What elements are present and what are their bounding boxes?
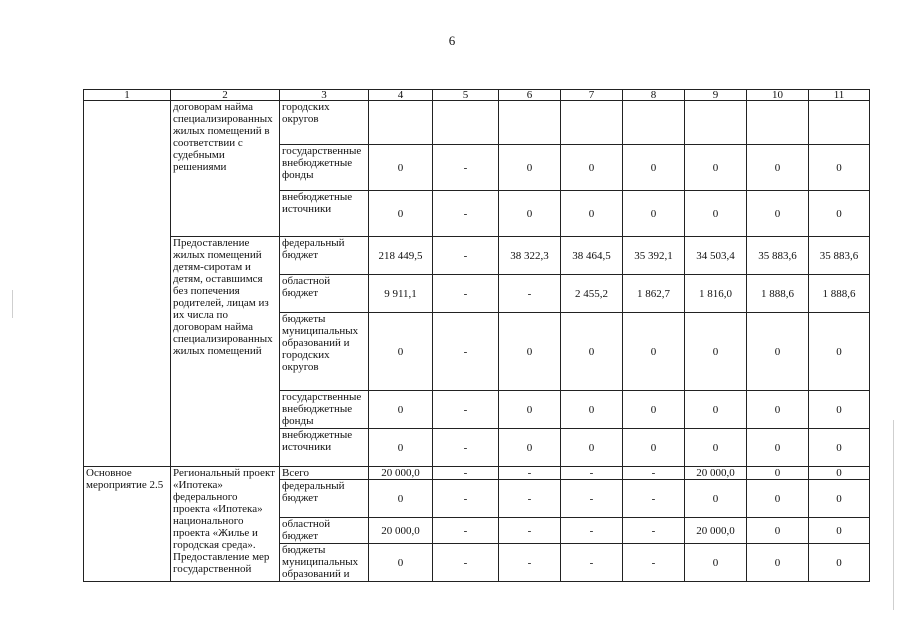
- value-cell: 0: [747, 145, 809, 191]
- funding-source-cell: федеральный бюджет: [280, 480, 369, 518]
- value-cell: 1 862,7: [623, 275, 685, 313]
- value-cell: [685, 101, 747, 145]
- column-header-7: 7: [561, 90, 623, 101]
- margin-mark: [893, 420, 894, 610]
- value-cell: -: [433, 237, 499, 275]
- value-cell: 35 883,6: [809, 237, 870, 275]
- funding-source-cell: бюджеты муниципальных образований и городских округов: [280, 313, 369, 391]
- value-cell: 0: [685, 191, 747, 237]
- value-cell: 35 392,1: [623, 237, 685, 275]
- value-cell: 0: [369, 480, 433, 518]
- value-cell: 0: [499, 391, 561, 429]
- value-cell: 0: [685, 429, 747, 467]
- value-cell: 0: [747, 313, 809, 391]
- column-header-1: 1: [84, 90, 171, 101]
- value-cell: 0: [809, 145, 870, 191]
- funding-source-cell: внебюджетные источники: [280, 429, 369, 467]
- value-cell: 0: [809, 313, 870, 391]
- column-header-9: 9: [685, 90, 747, 101]
- value-cell: -: [561, 518, 623, 544]
- value-cell: 0: [499, 313, 561, 391]
- value-cell: 0: [747, 480, 809, 518]
- value-cell: 2 455,2: [561, 275, 623, 313]
- column-header-6: 6: [499, 90, 561, 101]
- value-cell: -: [561, 467, 623, 480]
- value-cell: 20 000,0: [369, 467, 433, 480]
- value-cell: 0: [369, 429, 433, 467]
- value-cell: -: [433, 467, 499, 480]
- value-cell: 0: [809, 480, 870, 518]
- value-cell: -: [561, 544, 623, 582]
- table-row: [84, 237, 870, 275]
- value-cell: 0: [685, 544, 747, 582]
- value-cell: -: [623, 467, 685, 480]
- measure-cell: Предоставление жилых помещений детям-сиротам и детям, оставшимся без попечения родителей, лицам из их числа по договорам найма специализированных жилых помещений: [171, 237, 280, 467]
- value-cell: -: [499, 467, 561, 480]
- column-header-2: 2: [171, 90, 280, 101]
- activity-cell: [84, 101, 171, 467]
- value-cell: 0: [369, 313, 433, 391]
- table-row: [84, 467, 870, 480]
- value-cell: 0: [561, 145, 623, 191]
- value-cell: 0: [747, 467, 809, 480]
- value-cell: -: [499, 544, 561, 582]
- value-cell: 0: [809, 467, 870, 480]
- value-cell: 0: [809, 544, 870, 582]
- value-cell: -: [433, 391, 499, 429]
- value-cell: 0: [685, 145, 747, 191]
- funding-source-cell: областной бюджет: [280, 518, 369, 544]
- value-cell: 0: [685, 480, 747, 518]
- funding-source-cell: городских округов: [280, 101, 369, 145]
- value-cell: 0: [685, 391, 747, 429]
- value-cell: 0: [369, 544, 433, 582]
- funding-source-cell: бюджеты муниципальных образований и: [280, 544, 369, 582]
- value-cell: 38 464,5: [561, 237, 623, 275]
- value-cell: -: [433, 429, 499, 467]
- table-row: [84, 101, 870, 145]
- value-cell: -: [623, 480, 685, 518]
- column-header-3: 3: [280, 90, 369, 101]
- value-cell: 0: [369, 145, 433, 191]
- value-cell: 1 888,6: [809, 275, 870, 313]
- value-cell: 0: [623, 391, 685, 429]
- value-cell: 0: [747, 544, 809, 582]
- funding-source-cell: областной бюджет: [280, 275, 369, 313]
- value-cell: -: [499, 480, 561, 518]
- funding-source-cell: государственные внебюджетные фонды: [280, 391, 369, 429]
- value-cell: 0: [499, 191, 561, 237]
- measure-cell: договорам найма специализированных жилых помещений в соответствии с судебными решениями: [171, 101, 280, 237]
- value-cell: 0: [561, 191, 623, 237]
- column-header-10: 10: [747, 90, 809, 101]
- value-cell: 0: [747, 191, 809, 237]
- value-cell: [747, 101, 809, 145]
- column-header-11: 11: [809, 90, 870, 101]
- value-cell: 0: [747, 391, 809, 429]
- column-header-4: 4: [369, 90, 433, 101]
- value-cell: 9 911,1: [369, 275, 433, 313]
- funding-source-cell: Всего: [280, 467, 369, 480]
- value-cell: 0: [499, 145, 561, 191]
- value-cell: 0: [369, 191, 433, 237]
- value-cell: 1 816,0: [685, 275, 747, 313]
- value-cell: [369, 101, 433, 145]
- value-cell: -: [561, 480, 623, 518]
- value-cell: 218 449,5: [369, 237, 433, 275]
- value-cell: [499, 101, 561, 145]
- value-cell: 20 000,0: [369, 518, 433, 544]
- value-cell: 0: [499, 429, 561, 467]
- value-cell: 0: [809, 191, 870, 237]
- value-cell: 0: [561, 391, 623, 429]
- value-cell: -: [433, 544, 499, 582]
- budget-table: [83, 89, 870, 582]
- value-cell: 1 888,6: [747, 275, 809, 313]
- value-cell: [623, 101, 685, 145]
- value-cell: 0: [809, 391, 870, 429]
- measure-cell: Региональный проект «Ипотека» федерального проекта «Ипотека» национального проекта «Жилье и городская среда». Предоставление мер государственной: [171, 467, 280, 582]
- value-cell: -: [499, 275, 561, 313]
- funding-source-cell: федеральный бюджет: [280, 237, 369, 275]
- column-header-5: 5: [433, 90, 499, 101]
- header-row: [84, 90, 870, 101]
- value-cell: 0: [561, 429, 623, 467]
- value-cell: 34 503,4: [685, 237, 747, 275]
- value-cell: 0: [685, 313, 747, 391]
- value-cell: -: [433, 275, 499, 313]
- value-cell: 20 000,0: [685, 467, 747, 480]
- value-cell: 0: [561, 313, 623, 391]
- margin-mark: [12, 290, 13, 318]
- value-cell: 38 322,3: [499, 237, 561, 275]
- value-cell: [433, 101, 499, 145]
- funding-source-cell: внебюджетные источники: [280, 191, 369, 237]
- value-cell: 0: [369, 391, 433, 429]
- value-cell: [809, 101, 870, 145]
- value-cell: 0: [623, 191, 685, 237]
- value-cell: 0: [747, 518, 809, 544]
- value-cell: 0: [809, 429, 870, 467]
- value-cell: -: [433, 191, 499, 237]
- column-header-8: 8: [623, 90, 685, 101]
- funding-source-cell: государственные внебюджетные фонды: [280, 145, 369, 191]
- activity-cell: Основное мероприятие 2.5: [84, 467, 171, 582]
- value-cell: -: [433, 518, 499, 544]
- value-cell: -: [623, 544, 685, 582]
- value-cell: -: [499, 518, 561, 544]
- value-cell: 0: [623, 145, 685, 191]
- value-cell: 35 883,6: [747, 237, 809, 275]
- page-number: 6: [448, 33, 456, 48]
- value-cell: [561, 101, 623, 145]
- value-cell: -: [623, 518, 685, 544]
- value-cell: -: [433, 145, 499, 191]
- value-cell: -: [433, 313, 499, 391]
- value-cell: 0: [747, 429, 809, 467]
- value-cell: 0: [623, 313, 685, 391]
- value-cell: 20 000,0: [685, 518, 747, 544]
- value-cell: 0: [623, 429, 685, 467]
- value-cell: -: [433, 480, 499, 518]
- value-cell: 0: [809, 518, 870, 544]
